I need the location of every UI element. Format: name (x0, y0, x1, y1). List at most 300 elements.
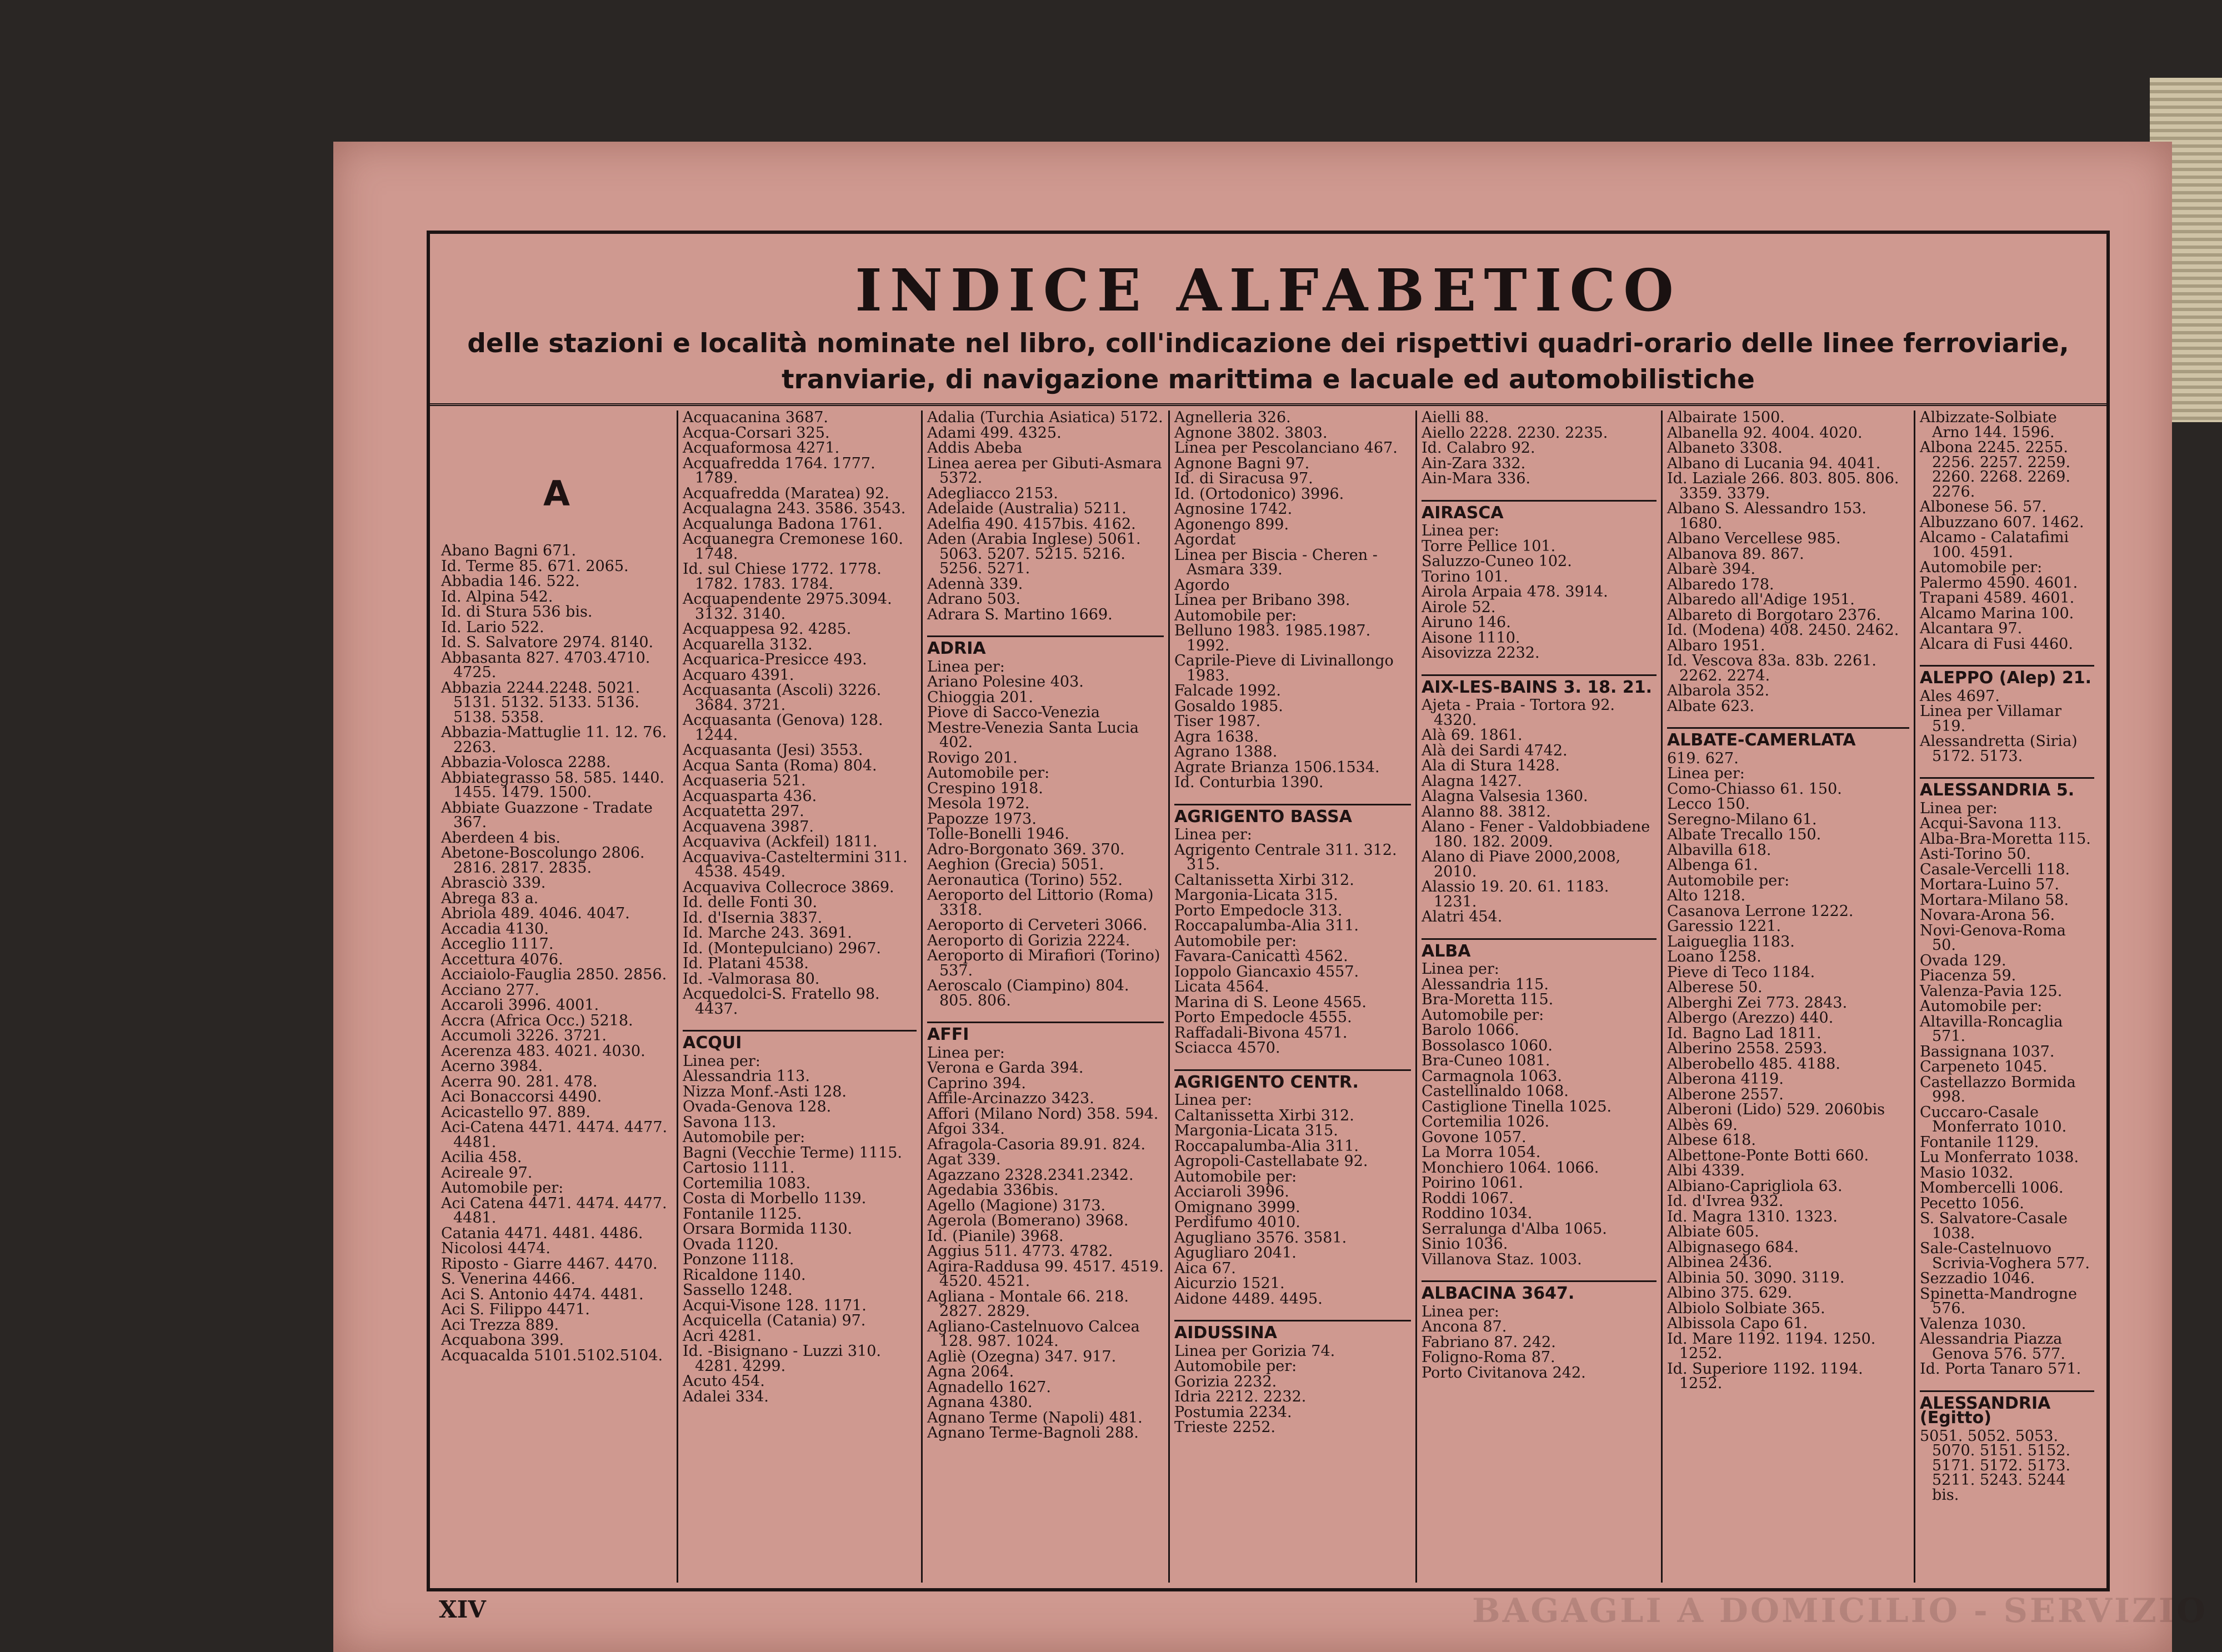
section-heading: AGRIGENTO CENTR. (1174, 1069, 1411, 1090)
index-entry: Linea per Bribano 398. (1174, 592, 1350, 609)
index-entry: Chioggia 201. (927, 688, 1033, 706)
index-entry: Airola Arpaia 478. 3914. (1422, 583, 1608, 600)
index-entry: Albese 618. (1667, 1132, 1756, 1149)
section-heading: ACQUI (683, 1030, 917, 1051)
index-entry: Alberese 50. (1667, 979, 1763, 996)
index-entry: Roddino 1034. (1422, 1205, 1533, 1222)
index-entry: Laigueglia 1183. (1667, 933, 1795, 950)
index-entry: Garessio 1221. (1667, 918, 1781, 935)
index-entry: Abano Bagni 671. (441, 542, 577, 559)
index-entry: Airuno 146. (1422, 614, 1511, 631)
index-entry: Aberdeen 4 bis. (441, 829, 560, 847)
index-entry: Id. di Stura 536 bis. (441, 603, 593, 620)
index-entry: Acerno 3984. (441, 1058, 543, 1075)
index-entry: Tolle-Bonelli 1946. (927, 825, 1069, 843)
index-entry: Acqui-Savona 113. (1920, 815, 2062, 832)
index-entry: Agira-Raddusa 99. 4517. 4519. 4520. 4521. (927, 1258, 1164, 1290)
index-entry: Perdifumo 4010. (1174, 1214, 1300, 1231)
section-aix-les-bains (1422, 674, 1657, 925)
index-entry: Acquedolci-S. Fratello 98. 4437. (683, 985, 880, 1018)
index-entry: Agnana 4380. (927, 1394, 1033, 1411)
index-entry: Alà dei Sardi 4742. (1422, 742, 1568, 759)
section-heading: ADRIA (927, 635, 1164, 657)
section-heading: ALESSANDRIA (Egitto) (1920, 1390, 2094, 1426)
index-entry: Afragola-Casoria 89.91. 824. (927, 1135, 1146, 1153)
index-entry: Ovada 1120. (683, 1235, 779, 1253)
index-entry: Linea per Pescolanciano 467. (1174, 439, 1398, 457)
index-entry: Automobile per: (1667, 872, 1790, 889)
index-entry: Villanova Staz. 1003. (1422, 1250, 1582, 1268)
index-entry: Acquaformosa 4271. (683, 439, 840, 457)
index-entry: Accaroli 3996. 4001. (441, 997, 599, 1014)
index-entry: Id. Superiore 1192. 1194. 1252. (1667, 1360, 1863, 1392)
index-entry: Ricaldone 1140. (683, 1266, 806, 1284)
index-entry: Alcara di Fusi 4460. (1920, 635, 2073, 653)
index-entry: Bra-Cuneo 1081. (1422, 1052, 1550, 1069)
section-albacina (1422, 1280, 1657, 1380)
index-entry: Aci-Catena 4471. 4474. 4477. 4481. (441, 1119, 668, 1151)
index-entry: Albignasego 684. (1667, 1238, 1799, 1256)
index-column-3 (923, 411, 1170, 1583)
index-entry: Id. (Montepulciano) 2967. (683, 939, 881, 957)
section-aleppo (1920, 665, 2094, 764)
index-entry: Acqualunga Badona 1761. (683, 515, 883, 533)
index-entry: Monchiero 1064. 1066. (1422, 1159, 1599, 1177)
index-entry: Id. Calabro 92. (1422, 439, 1535, 457)
index-entry: Albès 69. (1667, 1116, 1738, 1134)
index-entry: Agello (Magione) 3173. (927, 1197, 1106, 1214)
index-entry: Acceglio 1117. (441, 935, 554, 953)
index-entry: Alba-Bra-Moretta 115. (1920, 830, 2091, 848)
index-entry: Id. Terme 85. 671. 2065. (441, 557, 629, 575)
index-entry: Id. Conturbia 1390. (1174, 774, 1324, 791)
index-column-4 (1170, 411, 1417, 1583)
index-entry: Albiolo Solbiate 365. (1667, 1299, 1825, 1317)
index-entry: Linea per Villamar 519. (1920, 703, 2061, 735)
index-entry: Aeroporto di Gorizia 2224. (927, 932, 1130, 949)
index-entry: Acciaroli 3996. (1174, 1183, 1289, 1200)
index-entry: Id. Bagno Lad 1811. (1667, 1024, 1821, 1042)
index-entry: Lu Monferrato 1038. (1920, 1149, 2079, 1166)
index-entry: Aeghion (Grecia) 5051. (927, 856, 1104, 873)
index-entry: Albanella 92. 4004. 4020. (1667, 424, 1863, 442)
index-entry: Albate Trecallo 150. (1667, 826, 1821, 843)
index-entry: Accumoli 3226. 3721. (441, 1027, 607, 1044)
index-entry: Rovigo 201. (927, 749, 1018, 767)
index-entry: S. Salvatore-Casale 1038. (1920, 1210, 2068, 1242)
index-entry: Agnano Terme-Bagnoli 288. (927, 1424, 1139, 1441)
index-entry: Govone 1057. (1422, 1128, 1527, 1146)
index-entry: Mesola 1972. (927, 795, 1030, 812)
index-entry: Torino 101. (1422, 568, 1509, 585)
index-entry: Agugliano 3576. 3581. (1174, 1229, 1347, 1246)
section-alba (1422, 938, 1657, 1268)
index-entry: Id. d'Isernia 3837. (683, 909, 823, 927)
index-entry: Albenga 61. (1667, 857, 1758, 874)
index-entry: Loano 1258. (1667, 948, 1761, 965)
index-entry: Affori (Milano Nord) 358. 594. (927, 1105, 1159, 1123)
index-entry: Margonia-Licata 315. (1174, 887, 1338, 904)
index-entry: Trapani 4589. 4601. (1920, 589, 2075, 607)
index-entry: Serralunga d'Alba 1065. (1422, 1220, 1607, 1238)
index-entry: Albino 375. 629. (1667, 1284, 1793, 1301)
index-column-5 (1417, 411, 1663, 1583)
index-entry: Fontanile 1125. (683, 1205, 802, 1223)
index-entry: Alagna Valsesia 1360. (1422, 788, 1588, 805)
index-entry: Alessandria 115. (1422, 975, 1549, 993)
index-entry: Castellazzo Bormida 998. (1920, 1073, 2076, 1105)
index-entry: Sinio 1036. (1422, 1235, 1508, 1253)
index-entry: Alberona 4119. (1667, 1070, 1784, 1088)
section-airasca (1422, 500, 1657, 661)
index-entry: Albaredo all'Adige 1951. (1667, 591, 1855, 608)
index-entry: Automobile per: (1174, 1358, 1297, 1375)
index-column-1 (437, 411, 678, 1583)
index-entry: Savona 113. (683, 1113, 777, 1131)
index-entry: 619. 627. (1667, 749, 1739, 767)
index-entry: Linea per: (1422, 1303, 1499, 1320)
index-entry: Mombercelli 1006. (1920, 1179, 2064, 1197)
index-entry: Albate 623. (1667, 697, 1755, 715)
index-entry: Cartosio 1111. (683, 1159, 795, 1177)
index-entry: Acqua-Corsari 325. (683, 424, 830, 442)
index-entry: Pecetto 1056. (1920, 1194, 2024, 1212)
index-entry: Agat 339. (927, 1151, 1001, 1168)
index-entry: Id. -Valmorasa 80. (683, 970, 820, 988)
index-entry: Acquarella 3132. (683, 635, 813, 653)
index-entry: Agonengo 899. (1174, 515, 1289, 533)
index-entry: Aidone 4489. 4495. (1174, 1290, 1323, 1308)
index-entry: Acqualagna 243. 3586. 3543. (683, 500, 906, 517)
index-entry: Sezzadio 1046. (1920, 1270, 2035, 1287)
section-letter: A (543, 473, 570, 514)
index-entry: Tiser 1987. (1174, 713, 1261, 730)
index-entry: Albonese 56. 57. (1920, 498, 2046, 515)
index-entry: Alatri 454. (1422, 908, 1503, 925)
index-entry: Asti-Torino 50. (1920, 845, 2031, 863)
index-entry: Aci Trezza 889. (441, 1316, 559, 1334)
index-entry: Aeroporto di Mirafiori (Torino) 537. (927, 947, 1160, 979)
index-entry: Aden (Arabia Inglese) 5061. 5063. 5207. 5215. 5216. 5256. 5271. (927, 530, 1141, 577)
index-entry: Casanova Lerrone 1222. (1667, 902, 1854, 920)
index-entry: Alano - Fener - Valdobbiadene 180. 182. 2009. (1422, 818, 1650, 850)
index-entry: Linea per: (927, 1044, 1005, 1062)
index-entry: Albiano-Caprigliola 63. (1667, 1177, 1843, 1195)
index-entry: Como-Chiasso 61. 150. (1667, 780, 1842, 798)
index-entry: Acicastello 97. 889. (441, 1103, 590, 1121)
index-entry: Riposto - Giarre 4467. 4470. (441, 1255, 658, 1273)
index-entry: Automobile per: (441, 1179, 564, 1197)
index-entry: Id. Lario 522. (441, 618, 544, 636)
index-entry: Linea per: (1174, 826, 1252, 843)
index-entry: Roddi 1067. (1422, 1189, 1514, 1207)
index-entry: Nizza Monf.-Asti 128. (683, 1083, 847, 1100)
index-entry: Id. Vescova 83a. 83b. 2261. 2262. 2274. (1667, 652, 1876, 684)
index-entry: Id. (Ortodonico) 3996. (1174, 485, 1344, 503)
index-entry: Papozze 1973. (927, 810, 1037, 828)
index-entry: Acireale 97. (441, 1164, 533, 1182)
index-entry: Aielli 88. (1422, 411, 1489, 426)
index-entry: Agnosine 1742. (1174, 500, 1293, 518)
index-entry: Automobile per: (683, 1129, 805, 1146)
index-entry: Agerola (Bomerano) 3968. (927, 1212, 1129, 1229)
index-entry: Acquappesa 92. 4285. (683, 620, 852, 638)
section-heading: AFFI (927, 1022, 1164, 1043)
index-entry: Alessandria 113. (683, 1068, 810, 1085)
index-column-2 (678, 411, 923, 1583)
index-entry: Adelfia 490. 4157bis. 4162. (927, 515, 1136, 533)
index-entry: Castiglione Tinella 1025. (1422, 1098, 1612, 1115)
index-entry: Addis Abeba (927, 439, 1023, 457)
index-entry: Linea per Gorizia 74. (1174, 1342, 1335, 1360)
index-entry: Agazzano 2328.2341.2342. (927, 1166, 1134, 1184)
index-entry: Porto Empedocle 313. (1174, 902, 1343, 919)
index-entry: Automobile per: (927, 764, 1050, 782)
index-entry: Alcamo Marina 100. (1920, 604, 2074, 622)
index-entry: Agnone 3802. 3803. (1174, 424, 1328, 442)
index-entry: Postumia 2234. (1174, 1403, 1292, 1421)
index-entry: Novi-Genova-Roma 50. (1920, 922, 2066, 954)
index-entry: Adalia (Turchia Asiatica) 5172. (927, 411, 1163, 426)
index-entry: Alagna 1427. (1422, 772, 1522, 790)
index-entry: Albergo (Arezzo) 440. (1667, 1009, 1834, 1027)
index-entry: Id. (Modena) 408. 2450. 2462. (1667, 622, 1899, 639)
index-entry: Spinetta-Mandrogne 576. (1920, 1285, 2077, 1317)
index-entry: Alà 69. 1861. (1422, 727, 1523, 744)
index-entry: Id. (Pianile) 3968. (927, 1227, 1064, 1245)
index-entry: Castellinaldo 1068. (1422, 1083, 1569, 1100)
index-entry: Adami 499. 4325. (927, 424, 1062, 442)
index-entry: Accadia 4130. (441, 920, 549, 938)
index-entry: Alto 1218. (1667, 887, 1746, 904)
index-entry: Abbadia 146. 522. (441, 573, 580, 590)
section-heading: AIDUSSINA (1174, 1320, 1411, 1341)
index-entry: Ponzone 1118. (683, 1251, 794, 1268)
index-entry: Albettone-Ponte Botti 660. (1667, 1147, 1869, 1164)
index-entry: Acquicella (Catania) 97. (683, 1312, 866, 1329)
index-entry: Albi 4339. (1667, 1162, 1745, 1179)
index-entry: Adalei 334. (683, 1388, 769, 1405)
index-entry: Adrano 503. (927, 590, 1021, 608)
index-entry: Albareto di Borgotaro 2376. (1667, 606, 1881, 624)
index-entry: Abriola 489. 4046. 4047. (441, 905, 630, 922)
index-entry: Verona e Garda 394. (927, 1059, 1084, 1077)
index-entry: Aeroporto di Cerveteri 3066. (927, 917, 1148, 934)
index-entry: Linea per: (1422, 960, 1499, 978)
section-heading: ALBATE-CAMERLATA (1667, 727, 1909, 748)
index-entry: Alassio 19. 20. 61. 1183. 1231. (1422, 878, 1609, 910)
index-entry: Agrigento Centrale 311. 312. 315. (1174, 841, 1397, 873)
index-entry: Sale-Castelnuovo Scrivia-Voghera 577. (1920, 1240, 2090, 1272)
index-entry: Adennà 339. (927, 575, 1023, 593)
index-entry: Ala di Stura 1428. (1422, 757, 1560, 774)
index-entry: Albaro 1951. (1667, 637, 1765, 654)
index-entry: Abbazia 2244.2248. 5021. 5131. 5132. 5133. 5136. 5138. 5358. (441, 679, 640, 726)
index-entry: Roccapalumba-Alia 311. (1174, 1137, 1359, 1155)
index-entry: Cortemilia 1026. (1422, 1113, 1550, 1130)
section-adria (927, 635, 1164, 1008)
index-entry: Marina di S. Leone 4565. (1174, 993, 1367, 1011)
index-frame (427, 231, 2110, 1591)
index-entry: Adelaide (Australia) 5211. (927, 500, 1127, 517)
index-entry: Linea per: (1174, 1092, 1252, 1109)
index-entry: Cortemilia 1083. (683, 1174, 811, 1192)
index-entry: Foligno-Roma 87. (1422, 1349, 1555, 1366)
index-entry: Albano S. Alessandro 153. 1680. (1667, 500, 1866, 532)
index-entry: Automobile per: (1174, 1168, 1297, 1185)
index-entry: Ajeta - Praia - Tortora 92. 4320. (1422, 697, 1615, 729)
index-entry: Albano di Lucania 94. 4041. (1667, 454, 1881, 472)
index-entry: Aeronautica (Torino) 552. (927, 871, 1123, 889)
index-entry: Acquaviva-Casteltermini 311. 4538. 4549. (683, 848, 908, 880)
index-entry: Alcantara 97. (1920, 620, 2023, 637)
index-entry: Gorizia 2232. (1174, 1373, 1277, 1390)
index-entry: Bagni (Vecchie Terme) 1115. (683, 1144, 902, 1162)
index-entry: Costa di Morbello 1139. (683, 1190, 867, 1207)
index-entry: Gosaldo 1985. (1174, 697, 1283, 715)
section-heading: ALESSANDRIA 5. (1920, 777, 2094, 798)
index-entry: Porto Empedocle 4555. (1174, 1009, 1352, 1026)
index-entry: Automobile per: (1920, 998, 2043, 1015)
index-entry: Piacenza 59. (1920, 967, 2016, 984)
section-albate-camerlata (1667, 727, 1909, 1391)
index-entry: Alberone 2557. (1667, 1085, 1784, 1103)
index-entry: Adro-Borgonato 369. 370. (927, 840, 1125, 858)
section-heading: AIRASCA (1422, 500, 1657, 521)
index-entry: Alano di Piave 2000,2008, 2010. (1422, 848, 1621, 880)
section-affi (927, 1022, 1164, 1441)
index-entry: Agugliaro 2041. (1174, 1244, 1297, 1261)
index-entry: Falcade 1992. (1174, 682, 1281, 699)
index-entry: Albairate 1500. (1667, 411, 1785, 426)
index-entry: Linea per: (927, 658, 1005, 675)
index-entry: Aci Catena 4471. 4474. 4477. 4481. (441, 1194, 667, 1227)
index-entry: Bossolasco 1060. (1422, 1037, 1553, 1054)
index-entry: Catania 4471. 4481. 4486. (441, 1224, 643, 1242)
subtitle-line-1: delle stazioni e località nominate nel libro, coll'indicazione dei rispettivi quadri-orario delle linee ferroviarie, (467, 328, 2069, 359)
index-entry: Idria 2212. 2232. (1174, 1388, 1307, 1405)
index-entry: Sassello 1248. (683, 1281, 793, 1299)
index-entry: Acuto 454. (683, 1373, 765, 1390)
index-entry: Novara-Arona 56. (1920, 907, 2055, 924)
index-entry: Aeroporto del Littorio (Roma) 3318. (927, 887, 1154, 919)
section-heading: ALBACINA 3647. (1422, 1280, 1657, 1301)
index-entry: Belluno 1983. 1985.1987. 1992. (1174, 622, 1371, 654)
index-entry: Carpeneto 1045. (1920, 1058, 2048, 1075)
index-entry: Acquatetta 297. (683, 803, 804, 820)
index-entry: Sciacca 4570. (1174, 1039, 1280, 1057)
index-entry: Fontanile 1129. (1920, 1133, 2039, 1151)
index-entry: Bra-Moretta 115. (1422, 991, 1554, 1008)
index-entry: Acquasparta 436. (683, 787, 817, 805)
index-entry: Abbasanta 827. 4703.4710. 4725. (441, 649, 650, 681)
index-entry: Acciaiolo-Fauglia 2850. 2856. (441, 966, 667, 983)
index-entry: Mestre-Venezia Santa Lucia 402. (927, 719, 1139, 751)
index-entry: Acquaviva (Ackfeil) 1811. (683, 833, 878, 850)
index-entry: Ancona 87. (1422, 1318, 1507, 1335)
index-entry: Agropoli-Castellabate 92. (1174, 1153, 1368, 1170)
index-entry: Albaredo 178. (1667, 575, 1774, 593)
index-entry: Agordo (1174, 576, 1230, 594)
index-entry: Aci Bonaccorsi 4490. (441, 1088, 602, 1105)
index-entry: 5051. 5052. 5053. 5070. 5151. 5152. 5171. 5172. 5173. 5211. 5243. 5244 bis. (1920, 1427, 2071, 1504)
index-entry: Linea per: (1920, 799, 1998, 817)
index-entry: Albinia 50. 3090. 3119. (1667, 1269, 1845, 1286)
index-entry: Agra 1638. (1174, 728, 1259, 745)
index-entry: Agliana - Montale 66. 218. 2827. 2829. (927, 1288, 1129, 1320)
index-entry: Aci S. Filippo 4471. (441, 1301, 590, 1318)
section-heading: AGRIGENTO BASSA (1174, 804, 1411, 825)
index-entry: Licata 4564. (1174, 978, 1269, 995)
index-entry: Aci S. Antonio 4474. 4481. (441, 1285, 644, 1303)
index-entry: Valenza 1030. (1920, 1315, 2026, 1333)
index-entry: Abbazia-Mattuglie 11. 12. 76. 2263. (441, 724, 667, 756)
index-entry: Ariano Polesine 403. (927, 673, 1084, 690)
index-entry: Acciano 277. (441, 981, 539, 999)
index-entry: Alessandria Piazza Genova 576. 577. (1920, 1330, 2065, 1363)
index-entry: Casale-Vercelli 118. (1920, 860, 2070, 878)
index-entry: Alberobello 485. 4188. (1667, 1055, 1840, 1073)
index-entry: Abrega 83 a. (441, 889, 539, 907)
index-entry: Fabriano 87. 242. (1422, 1333, 1556, 1351)
index-entry: Ovada 129. (1920, 952, 2006, 969)
index-header (430, 234, 2106, 406)
index-entry: Accra (Africa Occ.) 5218. (441, 1012, 633, 1029)
index-column-6 (1663, 411, 1915, 1583)
index-entry: Caprino 394. (927, 1074, 1026, 1092)
section-heading: ALBA (1422, 938, 1657, 959)
page-title: INDICE ALFABETICO (855, 256, 1681, 324)
section-heading: ALEPPO (Alep) 21. (1920, 665, 2094, 686)
index-entry: Id. S. Salvatore 2974. 8140. (441, 634, 654, 651)
index-entry: Automobile per: (1174, 607, 1297, 624)
index-entry: Acquasanta (Ascoli) 3226. 3684. 3721. (683, 682, 882, 714)
index-entry: Agnano Terme (Napoli) 481. (927, 1409, 1143, 1426)
index-entry: Acquabona 399. (441, 1331, 564, 1349)
index-entry: Valenza-Pavia 125. (1920, 982, 2063, 1000)
index-entry: Caprile-Pieve di Livinallongo 1983. (1174, 652, 1394, 684)
index-entry: Agordat (1174, 531, 1236, 548)
index-entry: Albaneto 3308. (1667, 439, 1783, 457)
index-entry: Crespino 1918. (927, 779, 1043, 797)
index-entry: Aicurzio 1521. (1174, 1275, 1285, 1292)
index-entry: Agliè (Ozegna) 347. 917. (927, 1348, 1117, 1365)
index-entry: Linea per: (1422, 522, 1499, 539)
index-entry: Id. Marche 243. 3691. (683, 924, 852, 942)
index-entry: Aisone 1110. (1422, 629, 1520, 647)
index-entry: Porto Civitanova 242. (1422, 1364, 1586, 1381)
index-entry: Agedabia 336bis. (927, 1182, 1059, 1199)
index-entry: Piove di Sacco-Venezia (927, 704, 1100, 721)
index-entry: Torre Pellice 101. (1422, 537, 1556, 555)
index-entry: S. Venerina 4466. (441, 1270, 575, 1288)
index-entry: Alberghi Zei 773. 2843. (1667, 994, 1848, 1012)
index-entry: Orsara Bormida 1130. (683, 1220, 853, 1238)
index-entry: Nicolosi 4474. (441, 1240, 551, 1257)
index-entry: Aeroscalo (Ciampino) 804. 805. 806. (927, 977, 1129, 1009)
index-entry: Agnone Bagni 97. (1174, 454, 1310, 472)
index-entry: Caltanissetta Xirbi 312. (1174, 1107, 1354, 1124)
index-entry: Acqua Santa (Roma) 804. (683, 757, 877, 774)
section-agrigento-bassa (1174, 804, 1411, 1056)
index-entry: Acri 4281. (683, 1327, 762, 1345)
index-entry: Raffadali-Bivona 4571. (1174, 1024, 1348, 1042)
index-entry: Affile-Arcinazzo 3423. (927, 1090, 1094, 1107)
section-alessandria-egitto (1920, 1390, 2094, 1503)
section-agrigento-centr (1174, 1069, 1411, 1307)
index-entry: Albarè 394. (1667, 560, 1756, 578)
index-entry: Acquaro 4391. (683, 666, 794, 684)
